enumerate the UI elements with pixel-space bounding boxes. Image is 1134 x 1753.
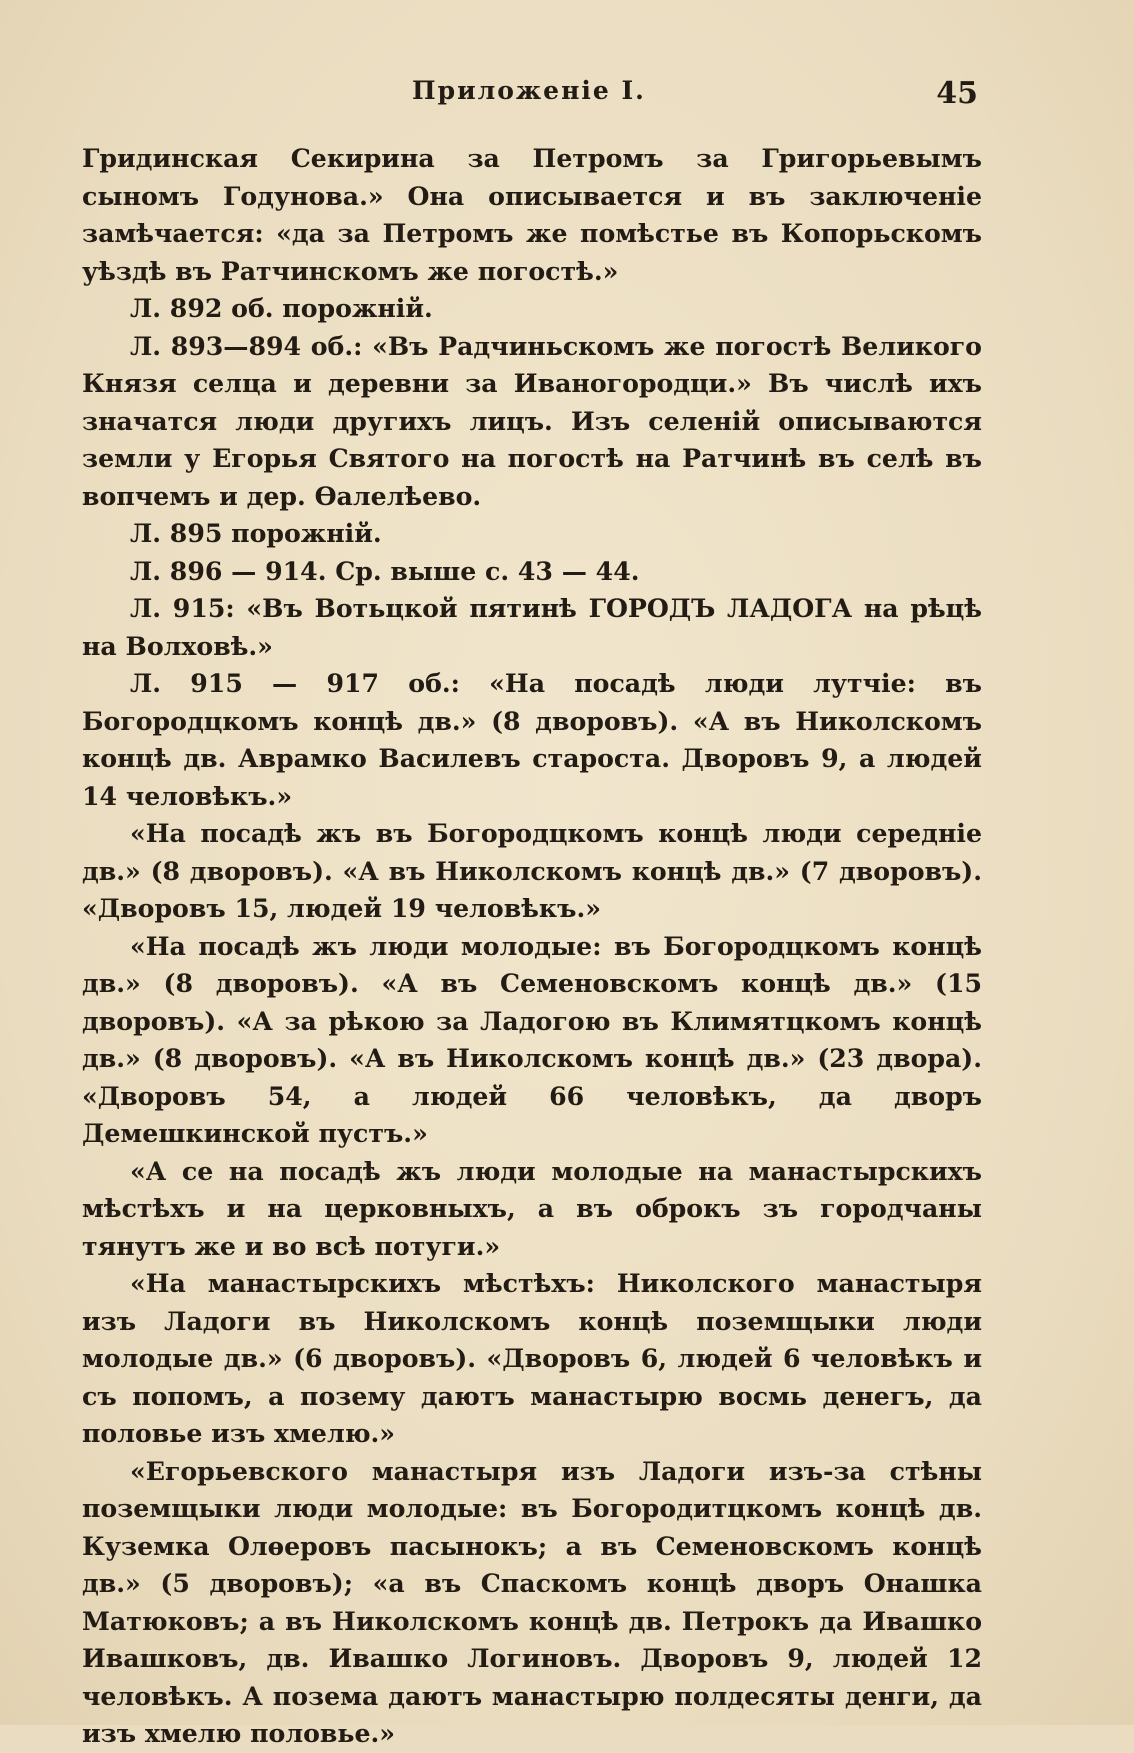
page-header <box>0 76 1134 126</box>
running-head: Приложеніе I. <box>412 76 646 105</box>
paragraph: «На посадѣ жъ люди молодые: въ Богородцкомъ концѣ дв.» (8 дворовъ). «А въ Семеновскомъ концѣ дв.» (15 дворовъ). «А за рѣкою за Ладогою въ Климятцкомъ концѣ дв.» (8 дворовъ). «А въ Николскомъ концѣ дв.» (23 двора). «Дворовъ 54, а людей 66 человѣкъ, да дворъ Демешкинской пустъ.» <box>82 930 982 1148</box>
body-text <box>82 140 982 1753</box>
paragraph: Л. 893—894 об.: «Въ Радчиньскомъ же погостѣ Великого Князя селца и деревни за Иваногородци.» Въ числѣ ихъ значатся люди другихъ лицъ. Изъ селеній описываются земли у Егорья Святого на погостѣ на Ратчинѣ въ селѣ въ вопчемъ и дер. Өалелѣево. <box>82 330 982 511</box>
paragraph: «На манастырскихъ мѣстѣхъ: Николского манастыря изъ Ладоги въ Николскомъ концѣ поземщыки люди молодые дв.» (6 дворовъ). «Дворовъ 6, людей 6 человѣкъ и съ попомъ, а позему даютъ манастырю восмь денегъ, да половье изъ хмелю.» <box>82 1268 982 1448</box>
paragraph: «А се на посадѣ жъ люди молодые на манастырскихъ мѣстѣхъ и на церковныхъ, а въ оброкъ зъ городчаны тянутъ же и во всѣ потуги.» <box>82 1155 982 1261</box>
paragraph: Л. 895 порожній. <box>130 518 382 548</box>
paragraph: Л. 896 — 914. Ср. выше с. 43 — 44. <box>130 555 640 586</box>
paragraph: Л. 915 — 917 об.: «На посадѣ люди лутчіе: въ Богородцкомъ концѣ дв.» (8 дворовъ). «А въ Николскомъ концѣ дв. Аврамко Василевъ староста. Дворовъ 9, а людей 14 человѣкъ.» <box>82 668 982 811</box>
paragraph: Л. 915: «Въ Вотьцкой пятинѣ ГОРОДЪ ЛАДОГА на рѣцѣ на Волховѣ.» <box>82 593 982 661</box>
paragraph: Гридинская Секирина за Петромъ за Григорьевымъ сыномъ Годунова.» Она описывается и въ заключеніе замѣчается: «да за Петромъ же помѣстье въ Копорьскомъ уѣздѣ въ Ратчинскомъ же погостѣ.» <box>82 143 982 286</box>
paragraph: «На посадѣ жъ въ Богородцкомъ концѣ люди середніе дв.» (8 дворовъ). «А въ Николскомъ концѣ дв.» (7 дворовъ). «Дворовъ 15, людей 19 человѣкъ.» <box>82 818 982 923</box>
paragraph: «Егорьевского манастыря изъ Ладоги изъ-за стѣны поземщыки люди молодые: въ Богородитцкомъ концѣ дв. Куземка Олѳеровъ пасынокъ; а въ Семеновскомъ концѣ дв.» (5 дворовъ); «а въ Спаскомъ концѣ дворъ Онашка Матюковъ; а въ Николскомъ концѣ дв. Петрокъ да Ивашко Ивашковъ, дв. Ивашко Логиновъ. Дворовъ 9, людей 12 человѣкъ. А позема даютъ манастырю полдесяты денги, да изъ хмелю половье.» <box>82 1455 982 1748</box>
paragraph: Л. 892 об. порожній. <box>130 293 433 323</box>
page-number: 45 <box>936 76 978 111</box>
